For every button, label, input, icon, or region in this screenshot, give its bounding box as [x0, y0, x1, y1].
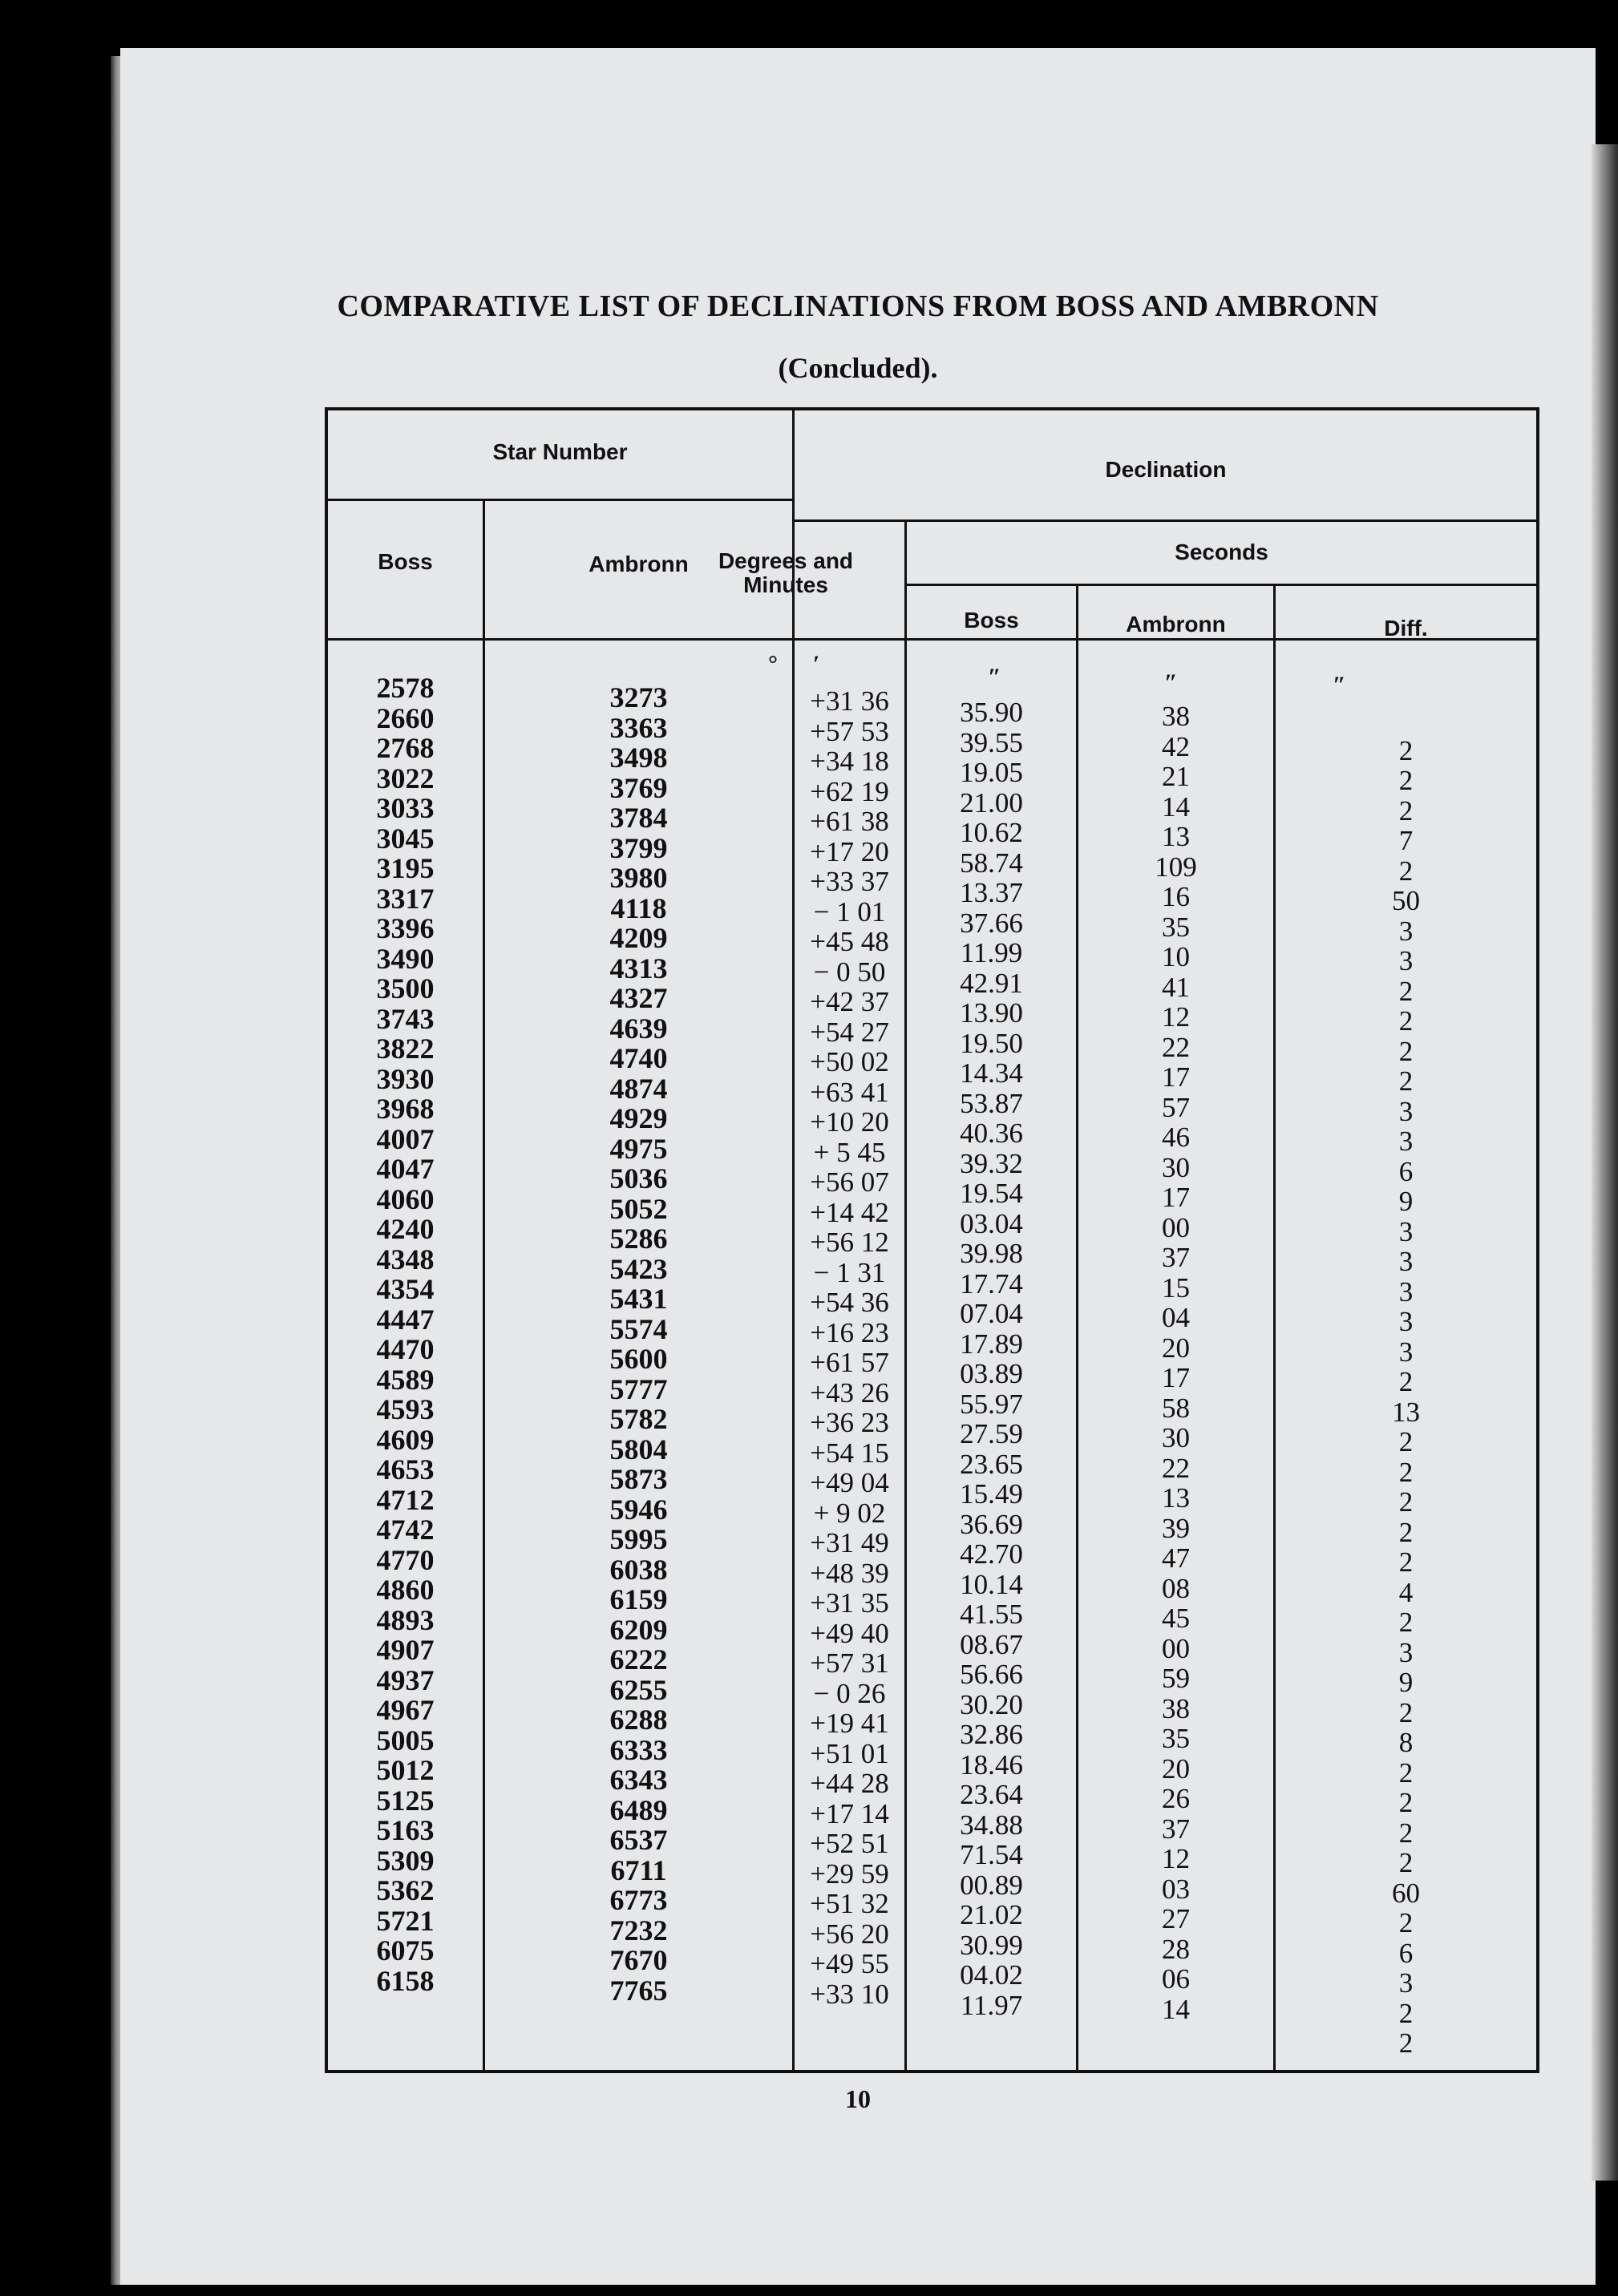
cell-boss: 4593 [376, 1393, 435, 1425]
cell-seconds-boss: 13.90 [960, 997, 1023, 1029]
cell-diff: 2 [1398, 794, 1414, 827]
cell-diff: 2 [1398, 1756, 1414, 1789]
cell-boss: 5163 [376, 1814, 435, 1846]
cell-degrees-minutes: +33 10 [810, 1978, 889, 2010]
cell-ambronn: 4874 [609, 1072, 668, 1105]
header-boss: Boss [378, 549, 433, 574]
cell-ambronn: 6288 [609, 1704, 668, 1736]
cell-ambronn: 3498 [609, 742, 668, 774]
cell-seconds-boss: 39.55 [960, 726, 1023, 758]
cell-seconds-ambronn: 06 [1162, 1963, 1190, 1995]
cell-seconds-boss: 00.89 [960, 1869, 1023, 1901]
cell-diff: 3 [1398, 1336, 1414, 1368]
cell-boss: 5362 [376, 1874, 435, 1906]
cell-boss: 6075 [376, 1934, 435, 1967]
cell-ambronn: 4118 [610, 891, 667, 924]
cell-seconds-boss: 13.37 [960, 877, 1023, 908]
cell-diff: 60 [1392, 1877, 1420, 1909]
col-ambronn [485, 683, 792, 2006]
cell-boss: 4860 [376, 1574, 435, 1606]
cell-seconds-ambronn: 38 [1162, 701, 1190, 732]
cell-boss: 4354 [376, 1273, 435, 1305]
cell-ambronn: 5286 [609, 1223, 668, 1255]
cell-seconds-ambronn: 109 [1155, 851, 1197, 883]
cell-boss: 3743 [376, 1002, 435, 1035]
cell-diff: 3 [1398, 915, 1414, 947]
cell-ambronn: 4313 [609, 952, 668, 984]
rule-seconds-bottom [906, 584, 1536, 586]
col-degrees-minutes [795, 686, 904, 2009]
cell-boss: 3022 [376, 762, 435, 794]
cell-ambronn: 5946 [609, 1493, 668, 1526]
cell-ambronn: 5777 [609, 1372, 668, 1405]
cell-seconds-ambronn: 22 [1162, 1031, 1190, 1063]
cell-diff: 2 [1398, 1486, 1414, 1518]
cell-diff: 2 [1398, 1035, 1414, 1067]
cell-degrees-minutes: +33 37 [810, 866, 889, 897]
cell-degrees-minutes: − 0 50 [813, 956, 886, 988]
cell-ambronn: 4639 [609, 1012, 668, 1045]
cell-diff: 4 [1398, 1576, 1414, 1608]
cell-seconds-ambronn: 57 [1162, 1091, 1190, 1123]
cell-diff: 2 [1398, 1696, 1414, 1728]
cell-seconds-ambronn: 26 [1162, 1783, 1190, 1814]
cell-boss: 4937 [376, 1663, 435, 1696]
cell-seconds-boss: 36.69 [960, 1508, 1023, 1540]
cell-diff: 2 [1398, 1907, 1414, 1938]
cell-diff: 2 [1398, 1426, 1414, 1457]
cell-ambronn: 5431 [609, 1283, 668, 1315]
cell-seconds-ambronn: 21 [1162, 761, 1190, 792]
cell-diff: 2 [1398, 1817, 1414, 1849]
cell-seconds-ambronn: 27 [1162, 1903, 1190, 1934]
cell-boss: 4653 [376, 1453, 435, 1486]
cell-diff: 2 [1398, 765, 1414, 796]
cell-degrees-minutes: +56 12 [810, 1227, 889, 1258]
cell-diff: 2 [1398, 1607, 1414, 1638]
cell-degrees-minutes: +49 55 [810, 1948, 889, 1979]
cell-ambronn: 5052 [609, 1192, 668, 1225]
col-seconds-boss [907, 697, 1076, 2020]
cell-ambronn: 5600 [609, 1343, 668, 1375]
cell-degrees-minutes: +57 31 [810, 1647, 889, 1679]
cell-seconds-ambronn: 13 [1162, 821, 1190, 852]
cell-diff: 2 [1398, 975, 1414, 1007]
cell-diff: 3 [1398, 945, 1414, 976]
cell-seconds-boss: 21.00 [960, 786, 1023, 819]
unit-minutes: ′ [813, 651, 820, 677]
cell-diff: 6 [1398, 1155, 1414, 1187]
cell-seconds-ambronn: 41 [1162, 971, 1190, 1003]
cell-degrees-minutes: +51 32 [810, 1888, 889, 1919]
cell-seconds-ambronn: 03 [1162, 1873, 1190, 1905]
header-diff: Diff. [1384, 616, 1428, 641]
cell-seconds-ambronn: 35 [1162, 911, 1190, 943]
cell-seconds-boss: 21.02 [960, 1899, 1023, 1930]
col-boss [328, 673, 483, 1996]
cell-ambronn: 6343 [609, 1764, 668, 1796]
cell-boss: 3317 [376, 882, 435, 915]
cell-ambronn: 5873 [609, 1463, 668, 1495]
cell-boss: 4967 [376, 1694, 435, 1726]
cell-seconds-boss: 10.14 [960, 1568, 1023, 1600]
cell-seconds-boss: 56.66 [960, 1659, 1023, 1690]
cell-degrees-minutes: +61 38 [810, 806, 889, 837]
cell-seconds-boss: 23.65 [960, 1448, 1023, 1480]
cell-degrees-minutes: +63 41 [810, 1076, 889, 1108]
cell-ambronn: 6537 [609, 1824, 668, 1856]
cell-seconds-boss: 04.02 [960, 1959, 1023, 1991]
cell-boss: 3396 [376, 912, 435, 944]
cell-seconds-boss: 42.70 [960, 1538, 1023, 1570]
cell-seconds-ambronn: 45 [1162, 1603, 1190, 1634]
cell-seconds-ambronn: 04 [1162, 1302, 1190, 1333]
cell-boss: 4770 [376, 1543, 435, 1576]
cell-seconds-ambronn: 38 [1162, 1692, 1190, 1724]
cell-diff: 7 [1398, 825, 1414, 856]
cell-diff: 2 [1398, 1005, 1414, 1037]
cell-degrees-minutes: +42 37 [810, 986, 889, 1017]
cell-seconds-ambronn: 22 [1162, 1452, 1190, 1484]
cell-seconds-boss: 53.87 [960, 1087, 1023, 1119]
cell-seconds-ambronn: 20 [1162, 1752, 1190, 1785]
cell-diff [1276, 705, 1536, 736]
cell-diff: 2 [1398, 1516, 1414, 1548]
cell-boss: 4447 [376, 1303, 435, 1336]
cell-ambronn: 5036 [609, 1162, 668, 1194]
cell-seconds-ambronn: 17 [1162, 1362, 1190, 1393]
cell-degrees-minutes: +31 35 [810, 1587, 889, 1619]
cell-seconds-ambronn: 37 [1162, 1242, 1190, 1273]
cell-degrees-minutes: +48 39 [810, 1557, 889, 1589]
cell-degrees-minutes: +45 48 [810, 926, 889, 957]
cell-seconds-ambronn: 42 [1162, 730, 1190, 762]
cell-seconds-boss: 27.59 [960, 1418, 1023, 1449]
cell-degrees-minutes: +10 20 [810, 1106, 889, 1138]
cell-seconds-ambronn: 17 [1162, 1061, 1190, 1093]
cell-boss: 5309 [376, 1844, 435, 1877]
cell-seconds-ambronn: 12 [1162, 1843, 1190, 1874]
cell-seconds-boss: 34.88 [960, 1809, 1023, 1841]
cell-ambronn: 4740 [609, 1042, 668, 1074]
cell-degrees-minutes: +36 23 [810, 1407, 889, 1438]
cell-ambronn: 3273 [609, 681, 668, 713]
unit-diff: ″ [1333, 672, 1346, 698]
cell-seconds-ambronn: 08 [1162, 1572, 1190, 1604]
cell-diff: 13 [1392, 1396, 1420, 1428]
cell-boss: 4348 [376, 1243, 435, 1275]
cell-boss: 3195 [376, 852, 435, 884]
cell-degrees-minutes: +54 27 [810, 1016, 889, 1048]
cell-seconds-boss: 32.86 [960, 1719, 1023, 1750]
cell-diff: 50 [1392, 885, 1420, 916]
cell-diff: 3 [1398, 1215, 1414, 1247]
cell-diff: 3 [1398, 1636, 1414, 1668]
header-declination: Declination [1105, 457, 1227, 482]
cell-boss: 3930 [376, 1062, 435, 1095]
header-seconds-boss: Boss [964, 608, 1019, 633]
cell-diff: 3 [1398, 1306, 1414, 1337]
cell-diff: 2 [1398, 1456, 1414, 1488]
cell-ambronn: 6159 [609, 1583, 668, 1615]
cell-ambronn: 4975 [609, 1132, 668, 1165]
page-number: 10 [845, 2084, 871, 2113]
cell-degrees-minutes: +50 02 [810, 1046, 889, 1077]
cell-seconds-ambronn: 28 [1162, 1933, 1190, 1965]
cell-boss: 4470 [376, 1333, 435, 1365]
cell-degrees-minutes: − 1 01 [813, 895, 886, 928]
cell-seconds-boss: 03.89 [960, 1358, 1023, 1389]
cell-seconds-boss: 23.64 [960, 1779, 1023, 1810]
unit-seconds-boss: ″ [988, 664, 1001, 690]
cell-diff: 9 [1398, 1186, 1414, 1217]
cell-boss: 4907 [376, 1634, 435, 1666]
cell-ambronn: 3363 [609, 711, 668, 744]
cell-boss: 3500 [376, 972, 435, 1004]
cell-seconds-ambronn: 59 [1162, 1663, 1190, 1694]
col-diff [1276, 705, 1536, 2059]
cell-seconds-ambronn: 00 [1162, 1211, 1190, 1243]
cell-ambronn: 5782 [609, 1403, 668, 1435]
cell-seconds-boss: 10.62 [960, 817, 1023, 848]
cell-diff: 3 [1398, 1967, 1414, 1999]
cell-degrees-minutes: +56 07 [810, 1166, 889, 1198]
cell-seconds-boss: 07.04 [960, 1298, 1023, 1329]
cell-degrees-minutes: +29 59 [810, 1857, 889, 1890]
cell-diff: 3 [1398, 1275, 1414, 1308]
cell-degrees-minutes: + 5 45 [813, 1136, 886, 1168]
cell-diff: 2 [1398, 1997, 1414, 2029]
cell-diff: 2 [1398, 1847, 1414, 1878]
cell-degrees-minutes: +51 01 [810, 1737, 889, 1769]
cell-boss: 4893 [376, 1603, 435, 1636]
cell-seconds-ambronn: 46 [1162, 1122, 1190, 1153]
cell-seconds-boss: 03.04 [960, 1207, 1023, 1239]
cell-degrees-minutes: +43 26 [810, 1376, 889, 1409]
cell-ambronn: 7765 [609, 1974, 668, 2007]
cell-degrees-minutes: +49 04 [810, 1467, 889, 1498]
cell-seconds-ambronn: 47 [1162, 1542, 1190, 1574]
cell-ambronn: 6038 [609, 1553, 668, 1586]
cell-degrees-minutes: +17 20 [810, 835, 889, 867]
cell-diff: 8 [1398, 1727, 1414, 1758]
cell-seconds-ambronn: 14 [1162, 790, 1190, 823]
cell-seconds-ambronn: 00 [1162, 1632, 1190, 1664]
header-star-number: Star Number [492, 439, 628, 464]
cell-degrees-minutes: +16 23 [810, 1316, 889, 1348]
cell-boss: 4240 [376, 1213, 435, 1245]
cell-seconds-boss: 19.54 [960, 1178, 1023, 1209]
cell-seconds-boss: 35.90 [960, 697, 1023, 728]
cell-degrees-minutes: +62 19 [810, 775, 889, 807]
page-subtitle: (Concluded). [778, 352, 938, 384]
col-seconds-ambronn [1078, 701, 1273, 2024]
cell-degrees-minutes: +54 15 [810, 1437, 889, 1469]
cell-degrees-minutes: +34 18 [810, 746, 889, 777]
cell-seconds-boss: 14.34 [960, 1057, 1023, 1089]
cell-seconds-boss: 17.89 [960, 1328, 1023, 1360]
cell-degrees-minutes: +49 40 [810, 1617, 889, 1649]
unit-degrees: ° [768, 651, 778, 677]
cell-seconds-ambronn: 15 [1162, 1271, 1190, 1304]
cell-seconds-ambronn: 13 [1162, 1482, 1190, 1514]
cell-boss: 3490 [376, 942, 435, 975]
cell-degrees-minutes: +31 36 [810, 685, 889, 717]
cell-degrees-minutes: +54 36 [810, 1287, 889, 1318]
cell-degrees-minutes: +56 20 [810, 1918, 889, 1950]
cell-diff: 2 [1398, 855, 1414, 887]
cell-degrees-minutes: +31 49 [810, 1527, 889, 1558]
cell-diff: 3 [1398, 1126, 1414, 1157]
header-seconds-ambronn: Ambronn [1126, 612, 1226, 637]
cell-boss: 4060 [376, 1182, 435, 1215]
unit-seconds-ambronn: ″ [1164, 669, 1178, 696]
cell-diff: 3 [1398, 1246, 1414, 1277]
cell-degrees-minutes: +19 41 [810, 1708, 889, 1739]
cell-seconds-boss: 19.05 [960, 757, 1023, 788]
cell-seconds-boss: 18.46 [960, 1748, 1023, 1781]
book-page [120, 48, 1596, 2285]
cell-boss: 4712 [376, 1483, 435, 1516]
cell-boss: 3822 [376, 1033, 435, 1065]
cell-degrees-minutes: +17 14 [810, 1797, 889, 1829]
cell-ambronn: 6711 [610, 1853, 667, 1886]
cell-seconds-boss: 71.54 [960, 1839, 1023, 1870]
cell-seconds-boss: 11.99 [960, 937, 1023, 968]
cell-seconds-ambronn: 35 [1162, 1723, 1190, 1754]
cell-diff: 2 [1398, 1787, 1414, 1818]
cell-seconds-boss: 17.74 [960, 1267, 1023, 1300]
cell-seconds-boss: 55.97 [960, 1388, 1023, 1420]
cell-seconds-ambronn: 16 [1162, 881, 1190, 912]
header-ambronn: Ambronn [589, 552, 689, 576]
cell-ambronn: 5574 [609, 1312, 668, 1345]
cell-degrees-minutes: + 9 02 [813, 1497, 886, 1529]
cell-seconds-boss: 15.49 [960, 1478, 1023, 1510]
cell-boss: 2578 [376, 672, 435, 704]
cell-seconds-boss: 08.67 [960, 1628, 1023, 1660]
cell-seconds-ambronn: 10 [1162, 941, 1190, 972]
cell-ambronn: 7670 [609, 1944, 668, 1976]
cell-boss: 5721 [376, 1904, 435, 1937]
cell-degrees-minutes: +52 51 [810, 1828, 889, 1859]
cell-boss: 4742 [376, 1514, 435, 1546]
cell-ambronn: 4209 [609, 922, 668, 954]
cell-degrees-minutes: +44 28 [810, 1768, 889, 1799]
cell-seconds-ambronn: 30 [1162, 1422, 1190, 1453]
cell-boss: 2768 [376, 732, 435, 764]
cell-ambronn: 6489 [609, 1793, 668, 1826]
cell-ambronn: 3784 [609, 802, 668, 834]
page-right-edge [1592, 144, 1618, 2181]
cell-ambronn: 5995 [609, 1523, 668, 1555]
cell-ambronn: 7232 [609, 1914, 668, 1946]
cell-degrees-minutes: +57 53 [810, 715, 889, 747]
header-degrees-minutes: Degrees and Minutes [718, 548, 854, 597]
cell-ambronn: 4929 [609, 1102, 668, 1134]
cell-degrees-minutes: +61 57 [810, 1347, 889, 1378]
cell-ambronn: 6773 [609, 1884, 668, 1916]
cell-seconds-ambronn: 12 [1162, 1001, 1190, 1033]
cell-ambronn: 6333 [609, 1733, 668, 1766]
cell-diff: 2 [1398, 1065, 1414, 1097]
cell-boss: 6158 [376, 1964, 435, 1997]
header-seconds: Seconds [1175, 540, 1268, 564]
cell-ambronn: 4327 [609, 982, 668, 1014]
cell-seconds-boss: 19.50 [960, 1027, 1023, 1059]
cell-boss: 4047 [376, 1153, 435, 1185]
cell-seconds-boss: 40.36 [960, 1118, 1023, 1149]
cell-boss: 5005 [376, 1724, 435, 1756]
cell-boss: 2660 [376, 701, 435, 734]
cell-seconds-boss: 39.32 [960, 1147, 1023, 1179]
cell-seconds-boss: 30.99 [960, 1929, 1023, 1961]
cell-seconds-boss: 58.74 [960, 847, 1023, 879]
cell-boss: 5012 [376, 1754, 435, 1786]
cell-diff: 2 [1398, 1546, 1414, 1578]
cell-seconds-ambronn: 14 [1162, 1993, 1190, 2025]
cell-seconds-ambronn: 17 [1162, 1182, 1190, 1213]
rule-star-number-bottom [328, 499, 794, 501]
cell-seconds-boss: 42.91 [960, 967, 1023, 999]
cell-ambronn: 5423 [609, 1252, 668, 1285]
cell-seconds-ambronn: 30 [1162, 1151, 1190, 1183]
cell-diff: 2 [1398, 2027, 1414, 2059]
cell-ambronn: 3980 [609, 862, 668, 894]
cell-seconds-ambronn: 39 [1162, 1512, 1190, 1544]
cell-boss: 3045 [376, 822, 435, 855]
cell-boss: 3968 [376, 1093, 435, 1125]
cell-ambronn: 3769 [609, 771, 668, 804]
cell-diff: 2 [1398, 734, 1414, 766]
cell-diff: 9 [1398, 1667, 1414, 1698]
cell-boss: 5125 [376, 1784, 435, 1817]
cell-ambronn: 6222 [609, 1643, 668, 1676]
cell-seconds-ambronn: 37 [1162, 1813, 1190, 1845]
page-title: COMPARATIVE LIST OF DECLINATIONS FROM BOSS AND AMBRONN [337, 289, 1379, 323]
cell-diff: 2 [1398, 1366, 1414, 1397]
cell-seconds-ambronn: 58 [1162, 1392, 1190, 1424]
cell-boss: 4007 [376, 1122, 435, 1155]
cell-boss: 4589 [376, 1363, 435, 1396]
cell-degrees-minutes: +14 42 [810, 1196, 889, 1228]
cell-boss: 3033 [376, 792, 435, 824]
cell-seconds-boss: 41.55 [960, 1599, 1023, 1630]
cell-diff: 3 [1398, 1095, 1414, 1127]
cell-seconds-boss: 37.66 [960, 907, 1023, 939]
cell-ambronn: 6209 [609, 1613, 668, 1646]
cell-ambronn: 5804 [609, 1433, 668, 1465]
cell-seconds-boss: 11.97 [960, 1989, 1023, 2021]
cell-ambronn: 6255 [609, 1673, 668, 1706]
cell-seconds-ambronn: 20 [1162, 1332, 1190, 1364]
cell-degrees-minutes: − 1 31 [813, 1256, 886, 1288]
cell-diff: 6 [1398, 1937, 1414, 1969]
cell-ambronn: 3799 [609, 831, 668, 864]
cell-seconds-boss: 39.98 [960, 1238, 1023, 1269]
cell-boss: 4609 [376, 1423, 435, 1456]
cell-degrees-minutes: − 0 26 [813, 1677, 886, 1709]
cell-seconds-boss: 30.20 [960, 1688, 1023, 1720]
